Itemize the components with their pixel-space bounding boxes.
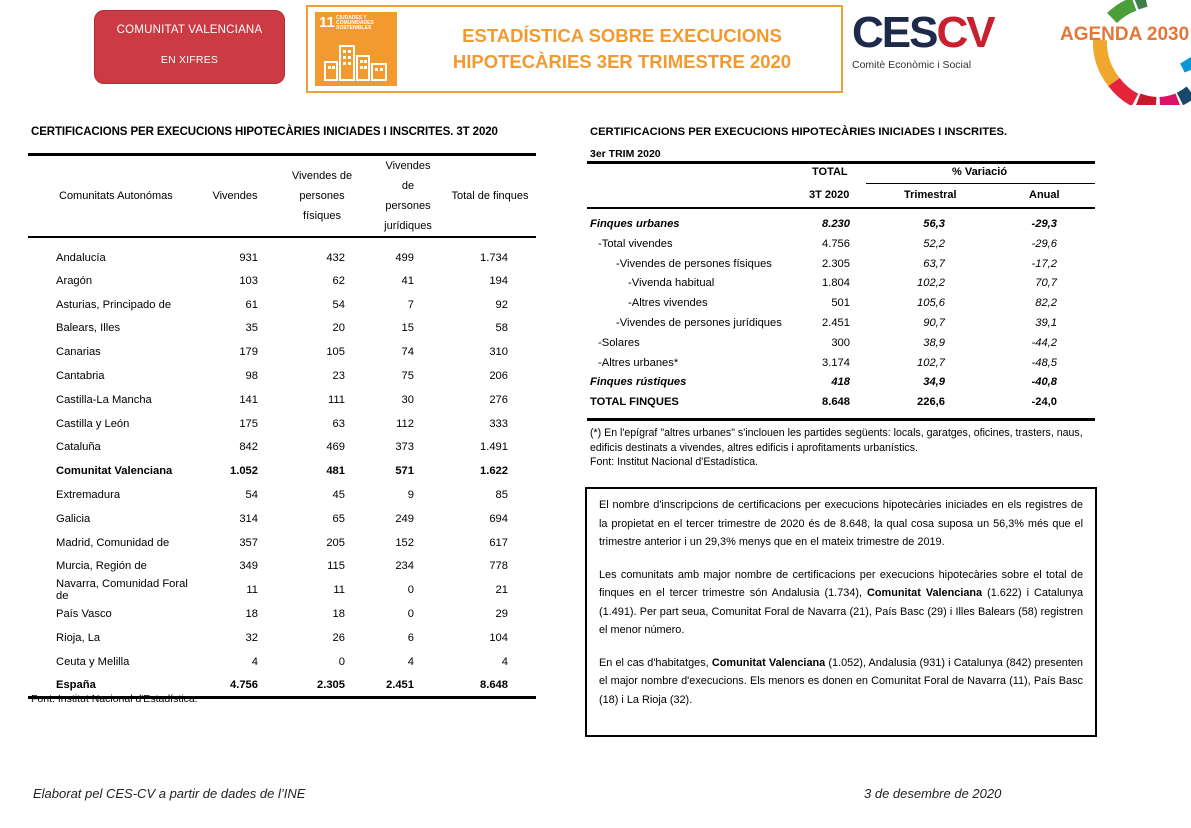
juridiques-value: 249 bbox=[395, 512, 414, 525]
row-label: -Solares bbox=[598, 336, 640, 349]
vivendes-value: 141 bbox=[239, 393, 258, 406]
right-table-bottom-rule bbox=[587, 418, 1095, 421]
table-row bbox=[28, 602, 536, 626]
note-altres-urbanes: (*) En l'epígraf "altres urbanes" s'inclouen les partides següents: locals, garatges, oficines, trasters, naus, edificis destinats a vivendes, altres edificis i aprofitaments urbanístics. bbox=[590, 427, 1083, 454]
agenda-wheel-icon bbox=[1050, 0, 1191, 105]
left-table-title: CERTIFICACIONS PER EXECUCIONS HIPOTECÀRIES INICIADES I INSCRITES. 3T 2020 bbox=[31, 126, 498, 138]
fisiques-value: 2.305 bbox=[272, 674, 372, 698]
row-label: -Vivendes de persones jurídiques bbox=[616, 317, 782, 329]
vivendes-value: 1.052 bbox=[230, 465, 258, 478]
vivendes-value: 4 bbox=[251, 655, 258, 668]
row-anual: -44,2 bbox=[1031, 336, 1057, 349]
variation-row bbox=[590, 376, 1095, 396]
table-row bbox=[28, 436, 536, 460]
variation-row bbox=[590, 238, 1095, 258]
vivendes-value: 931 bbox=[239, 251, 258, 264]
variation-row bbox=[590, 396, 1095, 416]
table-row bbox=[28, 555, 536, 579]
cescv-logo-cv: CV bbox=[936, 8, 994, 57]
row-anual: -29,3 bbox=[1031, 218, 1057, 230]
vivendes-value: 842 bbox=[239, 441, 258, 454]
fisiques-value: 469 bbox=[326, 441, 345, 454]
sdg-number: 11 bbox=[319, 14, 335, 31]
juridiques-value: 30 bbox=[401, 393, 414, 406]
row-anual: 82,2 bbox=[1035, 297, 1057, 310]
fisiques-value: 62 bbox=[332, 274, 345, 287]
row-anual: -29,6 bbox=[1031, 237, 1057, 250]
fisiques-value: 54 bbox=[332, 298, 345, 311]
row-trimestral: 105,6 bbox=[917, 297, 945, 310]
summary-paragraph-1: El nombre d'inscripcions de certificacions per execucions hipotecàries iniciades en els registres de la propietat en el tercer trimestre de 2020 és de 8.648, la qual cosa suposa un 56,3% més que el trimestre anterior i un 29,3% menys que en el mateix trimestre de 2019. bbox=[599, 499, 1083, 548]
fisiques-value: 205 bbox=[326, 536, 345, 549]
variation-row bbox=[590, 337, 1095, 357]
header-total-period: 3T 2020 bbox=[809, 189, 850, 201]
footer-date: 3 de desembre de 2020 bbox=[864, 786, 1002, 801]
total-value: 617 bbox=[489, 536, 508, 549]
fisiques-value: 20 bbox=[332, 322, 345, 335]
report-title-box bbox=[306, 5, 843, 93]
row-total: 4.756 bbox=[822, 237, 850, 250]
juridiques-value: 152 bbox=[395, 536, 414, 549]
fisiques-value: 65 bbox=[332, 512, 345, 525]
row-trimestral: 102,2 bbox=[917, 277, 945, 290]
community-name: Rioja, La bbox=[56, 632, 101, 645]
right-table-top-rule bbox=[587, 161, 1095, 164]
community-name: Ceuta y Melilla bbox=[56, 655, 130, 668]
community-name: Galicia bbox=[56, 512, 91, 525]
vivendes-value: 314 bbox=[239, 512, 258, 525]
juridiques-value: 75 bbox=[401, 370, 414, 383]
community-name: Murcia, Región de bbox=[56, 560, 147, 573]
vivendes-value: 357 bbox=[239, 536, 258, 549]
row-total: 2.305 bbox=[822, 257, 850, 270]
right-source: Font: Institut Nacional d'Estadística. bbox=[590, 456, 759, 468]
community-name: País Vasco bbox=[56, 608, 112, 621]
row-label: -Total vivendes bbox=[598, 237, 673, 250]
row-total: 501 bbox=[831, 297, 850, 310]
total-value: 104 bbox=[489, 632, 508, 645]
juridiques-value: 373 bbox=[395, 441, 414, 454]
fisiques-value: 105 bbox=[326, 346, 345, 359]
row-label: -Vivendes de persones físiques bbox=[616, 257, 772, 270]
row-trimestral: 38,9 bbox=[923, 336, 945, 349]
table-row bbox=[28, 340, 536, 364]
total-value: 4 bbox=[501, 655, 508, 668]
total-value: 1.622 bbox=[480, 465, 508, 478]
row-label: -Vivenda habitual bbox=[628, 277, 715, 290]
vivendes-value: 98 bbox=[245, 370, 258, 383]
total-value: 310 bbox=[489, 346, 508, 359]
vivendes-value: 103 bbox=[239, 274, 258, 287]
community-name: Canarias bbox=[56, 346, 101, 359]
col-header-vivendes: Vivendes bbox=[198, 155, 272, 238]
total-value: 206 bbox=[489, 370, 508, 383]
sdg-label: CIUDADES Y COMUNIDADES SOSTENIBLES bbox=[336, 15, 374, 31]
table-row bbox=[28, 650, 536, 674]
total-value: 276 bbox=[489, 393, 508, 406]
row-total: 300 bbox=[831, 336, 850, 349]
juridiques-value: 0 bbox=[407, 608, 414, 621]
vivendes-value: 18 bbox=[245, 608, 258, 621]
vivendes-value: 349 bbox=[239, 560, 258, 573]
row-label: Finques urbanes bbox=[590, 218, 680, 230]
city-buildings-icon bbox=[323, 40, 389, 82]
vivendes-value: 4.756 bbox=[198, 674, 272, 698]
total-value: 8.648 bbox=[444, 674, 536, 698]
vivendes-value: 32 bbox=[245, 632, 258, 645]
summary-paragraph-3: En el cas d'habitatges, Comunitat Valenciana (1.052), Andalusia (931) i Catalunya (842) presenten el major nombre d'execucions. Els menors es donen en Comunitat Foral de Navarra (11), País Basc (18) i La Rioja (32). bbox=[599, 656, 1083, 706]
community-name: Cataluña bbox=[56, 441, 101, 454]
juridiques-value: 2.451 bbox=[372, 674, 444, 698]
communities-table bbox=[28, 153, 536, 699]
row-label: TOTAL FINQUES bbox=[590, 396, 679, 409]
row-label: -Altres urbanes* bbox=[598, 356, 679, 369]
row-anual: -24,0 bbox=[1031, 396, 1057, 409]
row-anual: -17,2 bbox=[1031, 257, 1057, 270]
fisiques-value: 23 bbox=[332, 370, 345, 383]
variation-row bbox=[590, 258, 1095, 278]
row-trimestral: 56,3 bbox=[923, 218, 945, 230]
total-value: 1.734 bbox=[480, 251, 508, 264]
badge-line-1: COMUNITAT VALENCIANA bbox=[116, 24, 263, 36]
community-name: Navarra, Comunidad Foral de bbox=[56, 578, 188, 603]
total-value: 85 bbox=[495, 489, 508, 502]
right-table-subtitle: 3er TRIM 2020 bbox=[590, 148, 661, 160]
left-source: Font: Institut Nacional d'Estadística. bbox=[31, 693, 198, 705]
right-table-header-rule bbox=[587, 207, 1095, 209]
fisiques-value: 481 bbox=[326, 465, 345, 478]
row-total: 2.451 bbox=[822, 317, 850, 329]
table-row bbox=[28, 388, 536, 412]
col-header-juridiques: Vivendes de persones jurídiques bbox=[372, 155, 444, 238]
header-variacio-rule bbox=[866, 183, 1095, 184]
vivendes-value: 54 bbox=[245, 489, 258, 502]
table-row bbox=[28, 237, 536, 269]
sdg-11-icon bbox=[315, 12, 397, 86]
cescv-logo bbox=[852, 8, 994, 79]
header-variacio: % Variació bbox=[952, 166, 1008, 178]
summary-text-box bbox=[585, 487, 1097, 737]
row-trimestral: 52,2 bbox=[923, 237, 945, 250]
row-total: 3.174 bbox=[822, 356, 850, 369]
row-total: 8.230 bbox=[822, 218, 850, 230]
total-value: 92 bbox=[495, 298, 508, 311]
fisiques-value: 45 bbox=[332, 489, 345, 502]
community-name: Cantabria bbox=[56, 370, 105, 383]
juridiques-value: 4 bbox=[407, 655, 414, 668]
total-value: 58 bbox=[495, 322, 508, 335]
variation-row bbox=[590, 218, 1095, 238]
row-label: -Altres vivendes bbox=[628, 297, 708, 310]
badge-line-2: EN XIFRES bbox=[160, 54, 219, 66]
table-row bbox=[28, 269, 536, 293]
header-total: TOTAL bbox=[812, 166, 848, 178]
community-name: Madrid, Comunidad de bbox=[56, 536, 170, 549]
juridiques-value: 7 bbox=[407, 298, 414, 311]
row-anual: -40,8 bbox=[1031, 376, 1057, 389]
fisiques-value: 111 bbox=[327, 393, 345, 406]
fisiques-value: 115 bbox=[327, 560, 345, 573]
vivendes-value: 179 bbox=[239, 346, 258, 359]
right-table-notes bbox=[590, 426, 1090, 470]
community-name: España bbox=[28, 674, 198, 698]
fisiques-value: 11 bbox=[333, 584, 345, 597]
summary-paragraph-2: Les comunitats amb major nombre de certificacions per execucions hipotecàries sobre el total de finques en el tercer trimestre són Andalusia (1.734), Comunitat Valenciana (1.622) i Catalunya (1.491). Per part seua, Comunitat Foral de Navarra (21), País Basc (29) i Illes Balears (58) registren el menor número. bbox=[599, 568, 1084, 636]
juridiques-value: 571 bbox=[395, 465, 414, 478]
total-value: 194 bbox=[489, 274, 508, 287]
agenda-2030-logo bbox=[1050, 0, 1191, 105]
vivendes-value: 175 bbox=[239, 417, 258, 430]
community-name: Balears, Illes bbox=[56, 322, 121, 335]
fisiques-value: 0 bbox=[338, 655, 345, 668]
community-name: Asturias, Principado de bbox=[56, 298, 172, 311]
juridiques-value: 234 bbox=[395, 560, 414, 573]
community-name: Comunitat Valenciana bbox=[56, 465, 173, 478]
row-anual: 39,1 bbox=[1035, 317, 1057, 329]
juridiques-value: 41 bbox=[401, 274, 414, 287]
col-header-fisiques: Vivendes de persones físiques bbox=[272, 155, 372, 238]
fisiques-value: 26 bbox=[332, 632, 345, 645]
row-anual: 70,7 bbox=[1035, 277, 1057, 290]
row-total: 418 bbox=[831, 376, 850, 389]
header-anual: Anual bbox=[1029, 189, 1060, 201]
row-trimestral: 226,6 bbox=[917, 396, 945, 409]
agenda-text: AGENDA 2030 bbox=[1060, 24, 1190, 45]
table-row bbox=[28, 364, 536, 388]
community-name: Aragón bbox=[56, 274, 93, 287]
community-name: Castilla-La Mancha bbox=[56, 393, 152, 406]
row-trimestral: 34,9 bbox=[923, 376, 945, 389]
juridiques-value: 6 bbox=[407, 632, 414, 645]
col-header-total: Total de finques bbox=[444, 155, 536, 238]
juridiques-value: 112 bbox=[396, 417, 414, 430]
total-value: 29 bbox=[495, 608, 508, 621]
community-name: Castilla y León bbox=[56, 417, 130, 430]
highlight-cv: Comunitat Valenciana bbox=[711, 656, 826, 669]
table-row bbox=[28, 459, 536, 483]
cescv-subtitle: Comitè Econòmic i Social bbox=[852, 59, 972, 71]
community-name: Extremadura bbox=[56, 489, 121, 502]
variation-row bbox=[590, 297, 1095, 317]
table-row bbox=[28, 507, 536, 531]
fisiques-value: 18 bbox=[332, 608, 345, 621]
juridiques-value: 499 bbox=[395, 251, 414, 264]
table-header-row bbox=[28, 155, 536, 238]
table-row bbox=[28, 578, 536, 602]
col-header-community: Comunitats Autonómas bbox=[28, 155, 198, 238]
row-total: 8.648 bbox=[822, 396, 850, 409]
community-name: Andalucía bbox=[56, 251, 106, 264]
row-trimestral: 63,7 bbox=[923, 257, 945, 270]
title-line-2: HIPOTECÀRIES 3ER TRIMESTRE 2020 bbox=[452, 51, 792, 72]
fisiques-value: 432 bbox=[326, 251, 345, 264]
table-row bbox=[28, 317, 536, 341]
row-total: 1.804 bbox=[822, 277, 850, 290]
row-trimestral: 90,7 bbox=[923, 317, 945, 329]
total-value: 333 bbox=[489, 417, 508, 430]
juridiques-value: 15 bbox=[401, 322, 414, 335]
highlight-cv: Comunitat Valenciana bbox=[867, 587, 983, 599]
row-label: Finques rústiques bbox=[590, 376, 687, 389]
total-value: 21 bbox=[495, 584, 508, 597]
variation-row bbox=[590, 277, 1095, 297]
header-trimestral: Trimestral bbox=[904, 189, 957, 201]
vivendes-value: 11 bbox=[246, 584, 258, 597]
title-line-1: ESTADÍSTICA SOBRE EXECUCIONS bbox=[462, 25, 782, 46]
table-row bbox=[28, 293, 536, 317]
juridiques-value: 74 bbox=[401, 346, 414, 359]
variation-row bbox=[590, 317, 1095, 337]
juridiques-value: 0 bbox=[407, 584, 414, 597]
footer-credit: Elaborat pel CES-CV a partir de dades de l’INE bbox=[33, 786, 306, 801]
table-row bbox=[28, 412, 536, 436]
juridiques-value: 9 bbox=[407, 489, 414, 502]
right-table-title: CERTIFICACIONS PER EXECUCIONS HIPOTECÀRIES INICIADES I INSCRITES. bbox=[590, 126, 1008, 138]
vivendes-value: 61 bbox=[245, 298, 258, 311]
table-row bbox=[28, 483, 536, 507]
page-title bbox=[412, 23, 832, 75]
total-value: 778 bbox=[489, 560, 508, 573]
comunitat-valenciana-badge bbox=[94, 10, 285, 84]
total-value: 694 bbox=[489, 512, 508, 525]
total-value: 1.491 bbox=[480, 441, 508, 454]
vivendes-value: 35 bbox=[245, 322, 258, 335]
row-trimestral: 102,7 bbox=[917, 356, 945, 369]
table-row bbox=[28, 626, 536, 650]
variation-row bbox=[590, 357, 1095, 377]
table-row bbox=[28, 531, 536, 555]
row-anual: -48,5 bbox=[1031, 356, 1057, 369]
cescv-logo-ces: CES bbox=[852, 8, 937, 57]
fisiques-value: 63 bbox=[332, 417, 345, 430]
